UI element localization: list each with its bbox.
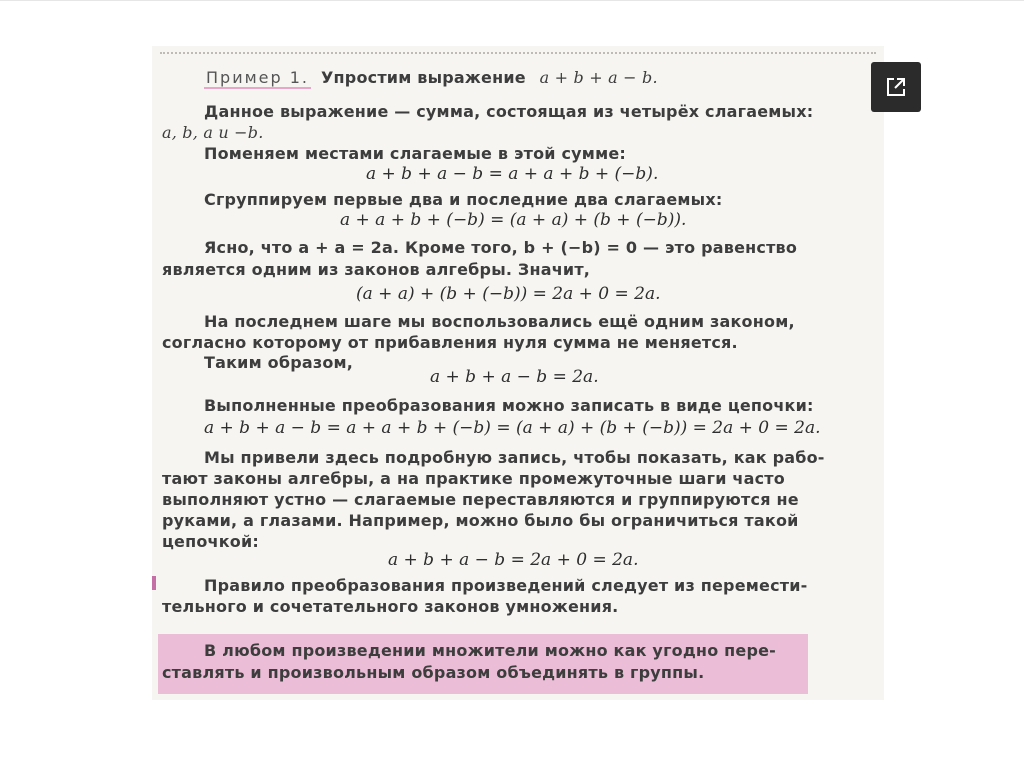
formula-5: a + b + a − b = a + a + b + (−b) = (a + a) + (b + (−b)) = 2a + 0 = 2a. bbox=[204, 418, 821, 438]
paragraph-4-line-2: является одним из законов алгебры. Значит, bbox=[162, 260, 591, 279]
highlighted-rule-box bbox=[158, 634, 808, 694]
paragraph-3-line-1: Сгруппируем первые два и последние два слагаемых: bbox=[204, 190, 723, 209]
example-label: Пример 1. bbox=[206, 68, 310, 87]
paragraph-2-line-1: Поменяем местами слагаемые в этой сумме: bbox=[204, 144, 627, 163]
paragraph-5-line-1: На последнем шаге мы воспользовались ещё одним законом, bbox=[204, 312, 795, 331]
formula-4: a + b + a − b = 2a. bbox=[430, 367, 599, 387]
paragraph-6-line-1: Таким образом, bbox=[204, 353, 354, 372]
paragraph-7-line-1: Выполненные преобразования можно записать в виде цепочки: bbox=[204, 396, 814, 415]
paragraph-8-line-5: цепочкой: bbox=[162, 532, 260, 551]
external-link-icon bbox=[884, 75, 908, 99]
rule-line-2: ставлять и произвольным образом объединять в группы. bbox=[162, 663, 705, 682]
example-expression: a + b + a − b. bbox=[539, 68, 658, 87]
paragraph-8-line-2: тают законы алгебры, а на практике промежуточные шаги часто bbox=[162, 469, 785, 488]
paragraph-5-line-2: согласно которому от прибавления нуля сумма не меняется. bbox=[162, 333, 738, 352]
paragraph-1-line-2: a, b, a и −b. bbox=[162, 123, 264, 142]
formula-1: a + b + a − b = a + a + b + (−b). bbox=[366, 164, 659, 184]
example-heading bbox=[204, 68, 658, 89]
formula-3: (a + a) + (b + (−b)) = 2a + 0 = 2a. bbox=[356, 284, 661, 304]
open-in-new-window-button[interactable] bbox=[871, 62, 921, 112]
paragraph-9-line-2: тельного и сочетательного законов умножения. bbox=[162, 597, 619, 616]
rule-line-1: В любом произведении множители можно как угодно пере- bbox=[204, 641, 777, 660]
paragraph-8-line-3: выполняют устно — слагаемые переставляются и группируются не bbox=[162, 490, 799, 509]
top-border bbox=[0, 0, 1024, 1]
cropped-top-line bbox=[160, 46, 876, 54]
textbook-page-scan bbox=[152, 46, 884, 700]
formula-2: a + a + b + (−b) = (a + a) + (b + (−b)). bbox=[340, 210, 687, 230]
margin-marker bbox=[152, 576, 156, 590]
formula-6: a + b + a − b = 2a + 0 = 2a. bbox=[388, 550, 639, 570]
paragraph-8-line-4: руками, а глазами. Например, можно было бы ограничиться такой bbox=[162, 511, 799, 530]
example-title: Упростим выражение bbox=[321, 68, 526, 87]
paragraph-8-line-1: Мы привели здесь подробную запись, чтобы показать, как рабо- bbox=[204, 448, 825, 467]
paragraph-1-line-1: Данное выражение — сумма, состоящая из четырёх слагаемых: bbox=[204, 102, 814, 121]
paragraph-4-line-1: Ясно, что a + a = 2a. Кроме того, b + (−b) = 0 — это равенство bbox=[204, 238, 798, 257]
paragraph-9-line-1: Правило преобразования произведений следует из перемести- bbox=[204, 576, 808, 595]
